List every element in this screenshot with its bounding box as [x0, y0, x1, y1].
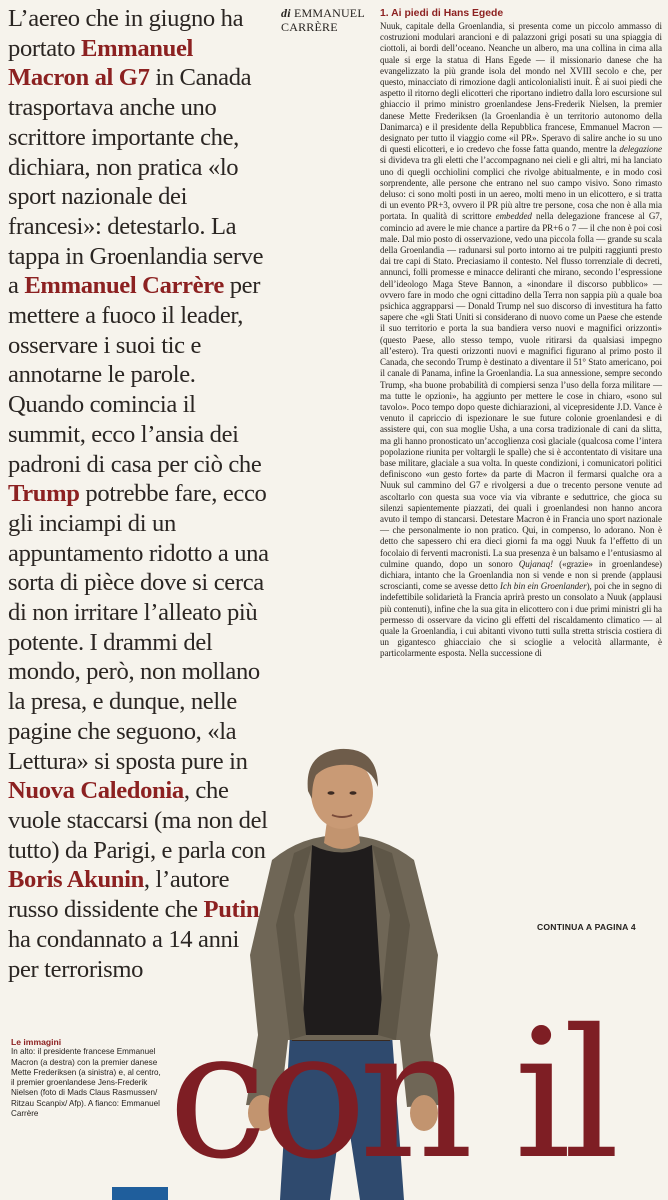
body-italic: embedded [495, 211, 532, 222]
body-italic: Ich bin ein Groenlander [500, 581, 587, 592]
continua-link[interactable]: CONTINUA A PAGINA 4 [537, 922, 636, 932]
portrait-eye-right [350, 791, 357, 795]
captions-text: In alto: il presidente francese Emmanuel Macron (a destra) con la premier danese Mette Frederiksen (a sinistra) e, al centro, il premier groenlandese Jens-Frederik Nielsen (foto di Mads Claus Rasmussen/ Ritzau Scanpix/ Afp). A fianco: Emmanuel Carrère [11, 1047, 161, 1119]
intro-text: , che vuole staccarsi (ma non del tutto) da Parigi, e parla con [8, 777, 268, 864]
body-text: ), poi che in segno di indefettibile solidarietà la Francia aprirà presto un consolato a Nuuk (applausi più contenuti), infine che la sua gita in elicottero con i due primi ministri gli ha permesso di osservare da vicino gli effetti del riscaldamento climatico — al quale la Groenlandia, i cui abitanti vivono tutti sulla stretta striscia costiera di un gigantesco ghiacciaio che si scioglie a velocità allarmante, è particolarmente esposta. Nella successione di [380, 581, 662, 659]
section-title-big: con il [168, 991, 612, 1198]
section-title: 1. Ai piedi di Hans Egede [380, 8, 504, 19]
body-italic: delegazione [619, 144, 662, 155]
body-italic: Qujanaq! [518, 558, 554, 569]
intro-text-block [8, 4, 270, 984]
article-column [380, 8, 662, 660]
highlight-trump: Trump [8, 480, 80, 508]
intro-text: potrebbe fare, ecco gli inciampi di un appuntamento ridotto a una sorta di pièce dove si cerca di non irritare l’alleato più potente. I drammi del mondo, però, non mollano la presa, e dunque, nelle pagine che seguono, «la Lettura» si sposta pure in [8, 480, 269, 775]
article-body [380, 21, 662, 660]
portrait-eye-left [328, 791, 335, 795]
intro-text: , l’autore russo dissidente che [8, 866, 230, 924]
byline-author: EMMANUEL CARRÈRE [281, 6, 365, 34]
highlight-macron-g7: Emmanuel Macron al G7 [8, 34, 193, 92]
body-text: («grazie» in groenlandese) dichiara, intanto che la Groenlandia non si vende e non si prende (applausi scroscianti, come se avesse detto [380, 558, 662, 592]
body-text: Nuuk, capitale della Groenlandia, si presenta come un piccolo ammasso di costruzioni modulari arancioni e di palazzoni grigi posati su una spiaggia di ciottoli, ai bordi dell’oceano. Neanche un albero, ma una collina in cima alla quale si erge la statua di Hans Egede — il missionario danese che ha evangelizzato la più grande isola del mondo nel XVIII secolo e che, per questo, minacciato di rimozione dagli anticolonialisti inuit. È ai suoi piedi che aspetto il ritorno degli elicotteri che riportano indietro dalla loro escursione sul ghiaccio il primo ministro groenlandese Jens-Frederik Nielsen, la premier danese Mette Frederiksen (la Groenlandia è un territorio autonomo della Danimarca) e il presidente della Repubblica francese, Emmanuel Macron — designato per tutto il viaggio come «il PR». Speravo di salire anche io su uno di questi elicotteri, e io credevo che fosse fatta quando, mentre la [380, 21, 662, 155]
body-text: nella delegazione francese al G7, comincio ad avere le mie chance a partire da PR+6 o 7 — il che non è poi così male. Dal mio posto di osservazione, vedo una piccola folla — grande su scala della Groenlandia — radunarsi sul porto intorno ai tre pulpiti raggiunti presto dai tre capi di Stato. Preciasiamo il contesto. Nel flusso torrenziale di decreti, annunci, folli promesse e minacce deliranti che mirano, secondo l’espressione dell’ideologo Maga Steve Bannon, a «inondare il discorso pubblico» — ovvero fare in modo che ogni cittadino della Terra non sappia più a quale boa psichica aggrapparsi — Donald Trump nel suo discorso di investitura ha fatto sapere che «gli Stati Uniti si considerano di nuovo come un Paese che estende il suo territorio e porta la sua bandiera verso nuovi e magnifici orizzonti» (questo Paese, allo stesso tempo, vuole ritirarsi da qualsiasi impegno all’estero). Tra questi orizzonti nuovi e magnifici figurano al primo posto il Canada, che secondo Trump è destinato a diventare il 51° Stato americano, poi il canale di Panama, infine la Groenlandia. La sua annessione, sempre secondo Trump, «ha buone probabilità di compiersi senza l’uso della forza militare — ma tutte le opzioni», ha aggiunto per mettere le cose in chiaro, «sono sul tavolo». Poco tempo dopo queste dichiarazioni, al vicepresidente J.D. Vance è venuto il capriccio di ispezionare le sue future colonie groenlandesi e di assistere qui, con sua moglie Usha, a una corsa tradizionale di cani da slitta, ma gli hanno pronosticato un’accoglienza così glaciale (qualcosa come l’intera popolazione riunita per voltargli le spalle) che si è accontentato di visitare una base militare, glaciale a sua volta. In queste condizioni, i comunicatori politici definiscono «un gesto forte» da parte di Macron il fermarsi qualche ora a Nuuk sul cammino del G7 e rivolgersi a due o trecento persone venute ad ascoltarlo con questa sua voce via via vibrante e seduttrice, che gioca su silenzi sapientemente piazzati, dei quali i groenlandesi non hanno ancora avuto il tempo di stancarsi. Detestare Macron è in Francia uno sport nazionale — che personalmente io non pratico. Qui, in compenso, lo adorano. Non è detto che sapessero chi era dieci giorni fa ma oggi Nuuk fa l’effetto di un focolaio di ferventi macronisti. La sua presenza è un balsamo e l’entusiasmo al culmine quando, dopo un sonoro [380, 211, 662, 569]
highlight-putin: Putin [203, 896, 260, 924]
byline-prefix: di [281, 6, 291, 20]
blue-image-strip [112, 1187, 168, 1200]
intro-text: per mettere a fuoco il leader, osservare i suoi tic e annotarne le parole. Quando comincia il summit, ecco l’ansia dei padroni di casa per ciò che [8, 272, 262, 478]
captions-heading: Le immagini [11, 1037, 62, 1047]
body-text: si divideva tra gli eletti che l’accompagnano nei cieli e gli altri, mi ha lanciato uno di quegli occhiolini complici che rivolge abitualmente, e in modo così sorprendente, alle persone che entrano nel suo campo visivo. Sono rimasto deluso: ci sono molti posti in un aereo, molti meno in un elicottero, e si tratta di un evento PR+3, ovvero il PR più altre tre persone, cosa che non è alla mia portata. In qualità di scrittore [380, 155, 662, 222]
intro-text: in Canada trasportava anche uno scrittore importante che, dichiara, non pratica «lo sport nazionale dei francesi»: detestarlo. La tappa in Groenlandia serve a [8, 64, 264, 300]
byline [281, 6, 373, 34]
highlight-nuova-caledonia: Nuova Caledonia [8, 777, 184, 805]
intro-paragraph [8, 4, 270, 984]
intro-text: L’aereo che in giugno ha portato [8, 5, 244, 62]
photo-captions [11, 1037, 161, 1119]
highlight-akunin: Boris Akunin [8, 866, 144, 894]
intro-text: ha condannato a 14 anni per terrorismo [8, 925, 239, 983]
highlight-carrere: Emmanuel Carrère [24, 272, 224, 300]
